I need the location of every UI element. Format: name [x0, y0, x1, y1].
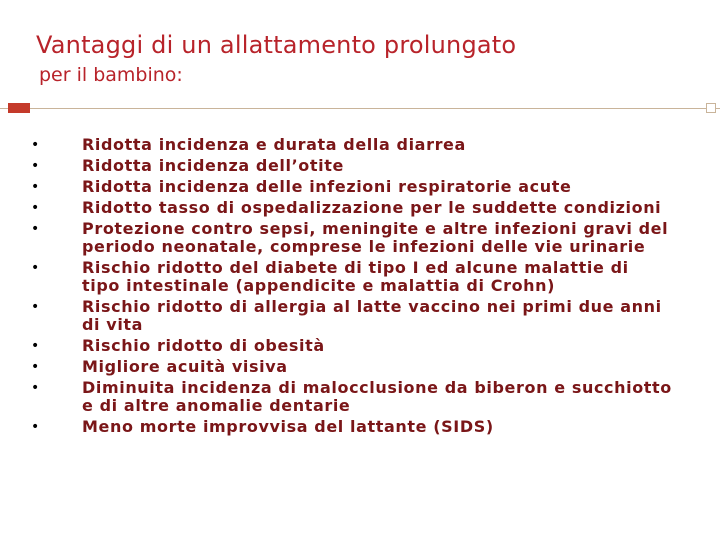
bullet-icon: •	[31, 380, 40, 396]
bullet-icon: •	[31, 200, 40, 216]
title-line-1: Vantaggi di un allattamento prolungato	[36, 31, 517, 59]
list-item-text: Ridotta incidenza dell’otite	[82, 156, 344, 175]
list-item	[0, 178, 672, 196]
bullet-icon: •	[31, 359, 40, 375]
bullet-icon: •	[31, 179, 40, 195]
list-item	[0, 136, 672, 154]
title-line-2: per il bambino:	[39, 64, 183, 86]
bullet-icon: •	[31, 137, 40, 153]
list-item-text: Rischio ridotto del diabete di tipo I ed alcune malattie di tipo intestinale (appendicite e malattia di Crohn)	[82, 258, 629, 295]
list-item	[0, 220, 672, 256]
list-item	[0, 337, 672, 355]
list-item	[0, 298, 672, 334]
list-item	[0, 418, 672, 436]
list-item	[0, 199, 672, 217]
list-item	[0, 379, 672, 415]
divider-end-square	[706, 103, 716, 113]
divider-accent-block	[8, 103, 30, 113]
title-divider	[0, 108, 720, 109]
list-item-text: Rischio ridotto di obesità	[82, 336, 325, 355]
bullet-icon: •	[31, 221, 40, 237]
list-item-text: Protezione contro sepsi, meningite e altre infezioni gravi del periodo neonatale, comprese le infezioni delle vie urinarie	[82, 219, 669, 256]
list-item-text: Migliore acuità visiva	[82, 357, 288, 376]
bullet-icon: •	[31, 260, 40, 276]
list-item	[0, 259, 672, 295]
bullet-icon: •	[31, 158, 40, 174]
list-item-text: Rischio ridotto di allergia al latte vaccino nei primi due anni di vita	[82, 297, 662, 334]
list-item	[0, 157, 672, 175]
list-item-text: Meno morte improvvisa del lattante (SIDS)	[82, 417, 494, 436]
bullet-icon: •	[31, 338, 40, 354]
benefits-list	[0, 136, 720, 436]
bullet-icon: •	[31, 419, 40, 435]
slide-title	[36, 28, 696, 88]
list-item-text: Ridotta incidenza e durata della diarrea	[82, 135, 466, 154]
list-item-text: Diminuita incidenza di malocclusione da biberon e succhiotto e di altre anomalie dentarie	[82, 378, 672, 415]
bullet-icon: •	[31, 299, 40, 315]
list-item-text: Ridotto tasso di ospedalizzazione per le suddette condizioni	[82, 198, 662, 217]
list-item-text: Ridotta incidenza delle infezioni respiratorie acute	[82, 177, 572, 196]
list-item	[0, 358, 672, 376]
